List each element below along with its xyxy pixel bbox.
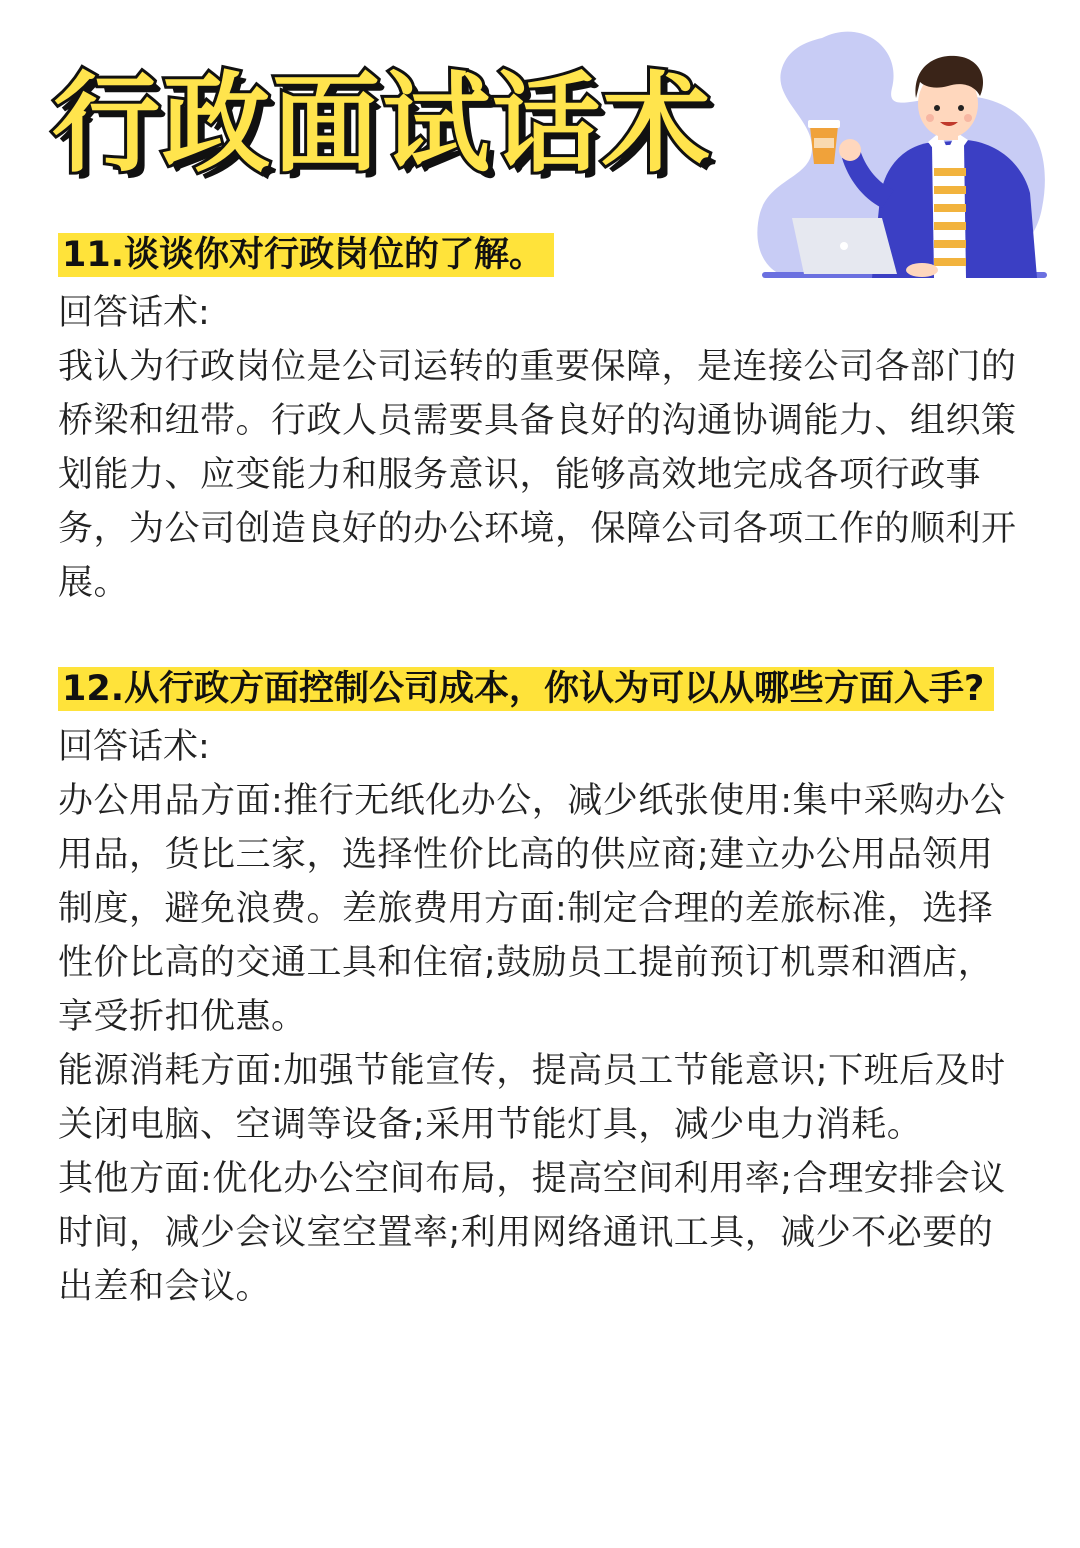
question-title: 12.从行政方面控制公司成本，你认为可以从哪些方面入手?: [58, 667, 994, 711]
answer-paragraph: 能源消耗方面:加强节能宣传，提高员工节能意识;下班后及时关闭电脑、空调等设备;采用节能灯具，减少电力消耗。: [58, 1051, 1006, 1145]
main-content: [58, 228, 1028, 1314]
answer-paragraph: 其他方面:优化办公空间布局，提高空间利用率;合理安排会议时间，减少会议室空置率;利用网络通讯工具，减少不必要的出差和会议。: [58, 1159, 1006, 1307]
answer-paragraph: 办公用品方面:推行无纸化办公，减少纸张使用:集中采购办公用品，货比三家，选择性价比高的供应商;建立办公用品领用制度，避免浪费。差旅费用方面:制定合理的差旅标准，选择性价比高的交通工具和住宿;鼓励员工提前预订机票和酒店，享受折扣优惠。: [58, 781, 1006, 1037]
question-11-heading: [58, 228, 578, 282]
answer-label: 回答话术:: [58, 293, 210, 333]
question-title: 11.谈谈你对行政岗位的了解。: [58, 233, 554, 277]
answer-label: 回答话术:: [58, 727, 210, 767]
answer-paragraph: 我认为行政岗位是公司运转的重要保障，是连接公司各部门的桥梁和纽带。行政人员需要具备良好的沟通协调能力、组织策划能力、应变能力和服务意识，能够高效地完成各项行政事务，为公司创造良好的办公环境，保障公司各项工作的顺利开展。: [58, 347, 1017, 603]
question-12-heading: [58, 662, 998, 716]
page-title: 行政面试话术: [52, 62, 713, 187]
